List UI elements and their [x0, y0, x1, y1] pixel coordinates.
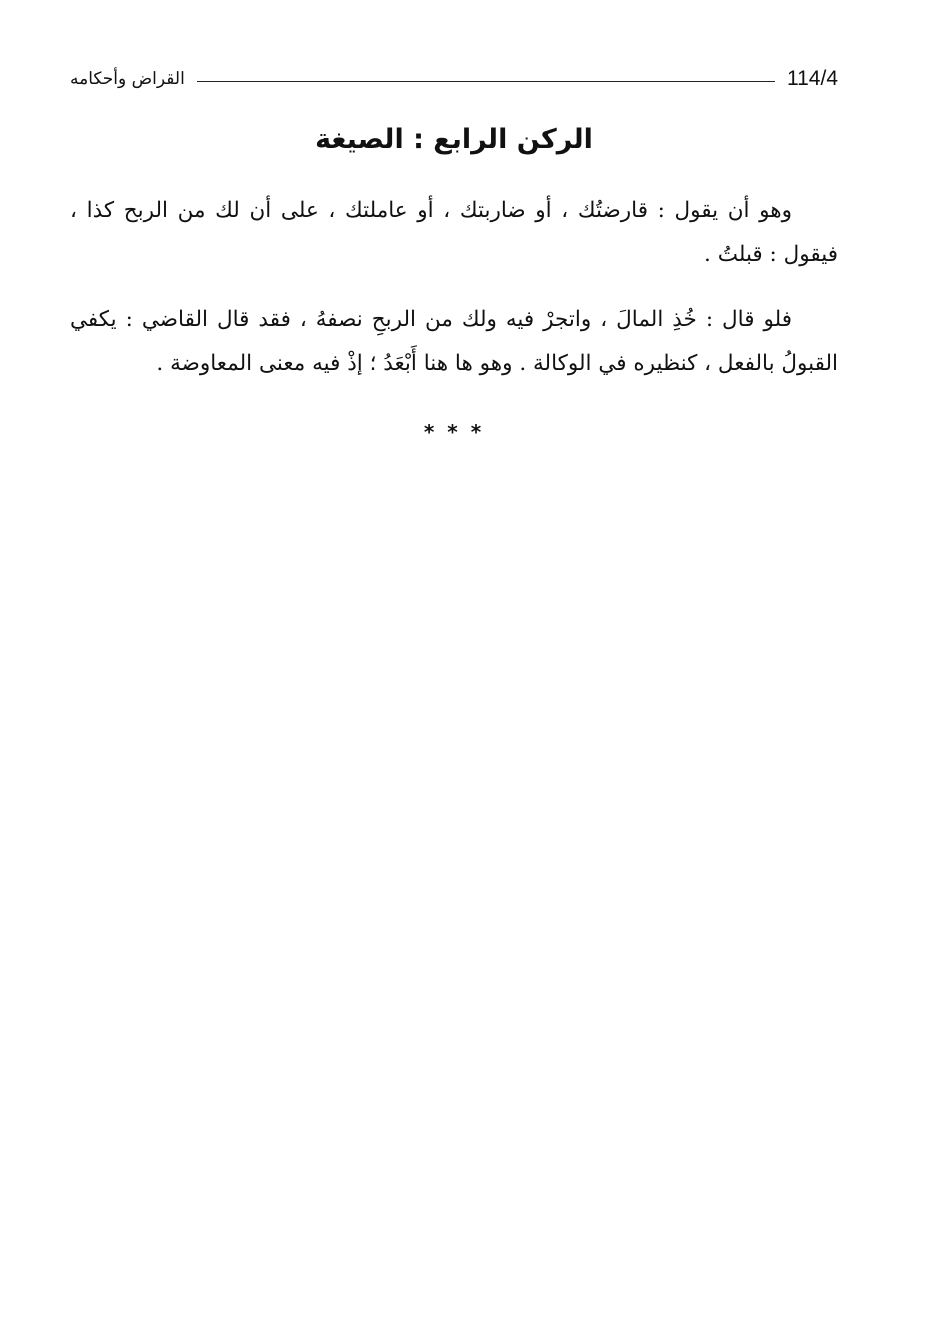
section-heading: الركن الرابع : الصيغة: [315, 124, 593, 155]
paragraph-2: [70, 298, 838, 386]
paragraph-1-text: وهو أن يقول : قارضتُك ، أو ضاربتك ، أو عاملتك ، على أن لك من الربح كذا ، فيقول : قبلتُ .: [70, 198, 838, 267]
page-number: 114/4: [787, 67, 838, 90]
running-header-title: القراض وأحكامه: [70, 69, 185, 89]
running-header: [70, 62, 838, 96]
section-separator: * * *: [423, 420, 485, 444]
paragraph-1: [70, 189, 838, 277]
header-rule: [197, 81, 775, 82]
paragraph-2-text: فلو قال : خُذِ المالَ ، واتجرْ فيه ولك من الربحِ نصفهُ ، فقد قال القاضي : يكفي القبولُ بالفعل ، كنظيره في الوكالة . وهو ها هنا أَبْعَدُ ؛ إذْ فيه معنى المعاوضة .: [70, 307, 838, 376]
